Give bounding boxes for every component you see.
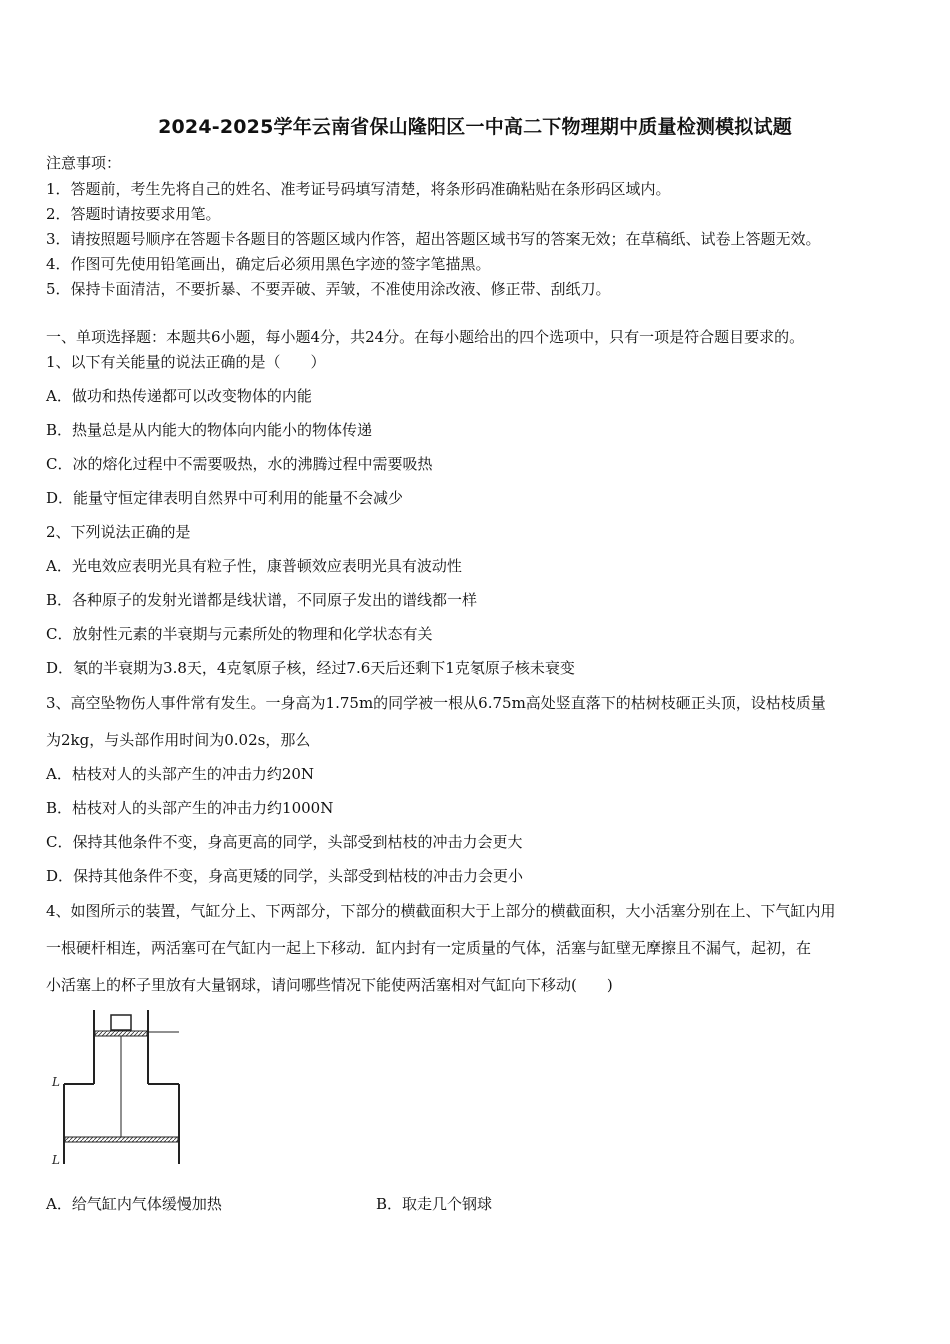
- q3-option-b: B．枯枝对人的头部产生的冲击力约1000N: [46, 799, 334, 817]
- large-piston: [65, 1137, 178, 1142]
- cup: [111, 1015, 131, 1030]
- cylinder-figure: [46, 1004, 186, 1174]
- q3-option-c: C．保持其他条件不变，身高更高的同学，头部受到枯枝的冲击力会更大: [46, 833, 523, 851]
- q2-option-d: D．氡的半衰期为3.8天，4克氡原子核，经过7.6天后还剩下1克氡原子核未衰变: [46, 659, 575, 677]
- notice-item: 3．请按照题号顺序在答题卡各题目的答题区域内作答，超出答题区域书写的答案无效；在草稿纸、试卷上答题无效。: [46, 230, 821, 248]
- q3-option-d: D．保持其他条件不变，身高更矮的同学，头部受到枯枝的冲击力会更小: [46, 867, 524, 885]
- q3-stem: 为2kg，与头部作用时间为0.02s，那么: [46, 731, 311, 749]
- q1-stem: 1、以下有关能量的说法正确的是（ ）: [46, 353, 326, 371]
- notice-heading: 注意事项：: [46, 154, 122, 172]
- q1-option-d: D．能量守恒定律表明自然界中可利用的能量不会减少: [46, 489, 404, 507]
- q2-stem: 2、下列说法正确的是: [46, 523, 191, 541]
- q1-option-b: B．热量总是从内能大的物体向内能小的物体传递: [46, 421, 373, 439]
- q4-stem: 4、如图所示的装置，气缸分上、下两部分，下部分的横截面积大于上部分的横截面积，大小活塞分别在上、下气缸内用: [46, 902, 836, 920]
- notice-item: 1．答题前，考生先将自己的姓名、准考证号码填写清楚，将条形码准确粘贴在条形码区域内。: [46, 180, 671, 198]
- label-l-lower: L: [52, 1153, 60, 1167]
- q2-option-b: B．各种原子的发射光谱都是线状谱，不同原子发出的谱线都一样: [46, 591, 478, 609]
- notice-item: 2．答题时请按要求用笔。: [46, 205, 221, 223]
- q4-option-b: B．取走几个钢球: [376, 1195, 493, 1213]
- q4-stem: 一根硬杆相连，两活塞可在气缸内一起上下移动．缸内封有一定质量的气体，活塞与缸壁无摩擦且不漏气，起初，在: [46, 939, 812, 957]
- small-piston: [95, 1031, 147, 1036]
- q1-option-a: A．做功和热传递都可以改变物体的内能: [46, 387, 312, 405]
- section-heading: 一、单项选择题：本题共6小题，每小题4分，共24分。在每小题给出的四个选项中，只有一项是符合题目要求的。: [46, 328, 805, 346]
- q4-stem: 小活塞上的杯子里放有大量钢球，请问哪些情况下能使两活塞相对气缸向下移动( ): [46, 976, 613, 994]
- q3-stem: 3、高空坠物伤人事件常有发生。一身高为1.75m的同学被一根从6.75m高处竖直落下的枯树枝砸正头顶，设枯枝质量: [46, 694, 826, 712]
- q2-option-c: C．放射性元素的半衰期与元素所处的物理和化学状态有关: [46, 625, 433, 643]
- notice-item: 5．保持卡面清洁，不要折暴、不要弄破、弄皱，不准使用涂改液、修正带、刮纸刀。: [46, 280, 611, 298]
- q2-option-a: A．光电效应表明光具有粒子性，康普顿效应表明光具有波动性: [46, 557, 462, 575]
- q1-option-c: C．冰的熔化过程中不需要吸热，水的沸腾过程中需要吸热: [46, 455, 433, 473]
- q4-option-a: A．给气缸内气体缓慢加热: [46, 1195, 222, 1213]
- page-title: 2024-2025学年云南省保山隆阳区一中高二下物理期中质量检测模拟试题: [158, 116, 792, 138]
- label-l-upper: L: [52, 1075, 60, 1089]
- notice-item: 4．作图可先使用铅笔画出，确定后必须用黑色字迹的签字笔描黑。: [46, 255, 491, 273]
- q3-option-a: A．枯枝对人的头部产生的冲击力约20N: [46, 765, 315, 783]
